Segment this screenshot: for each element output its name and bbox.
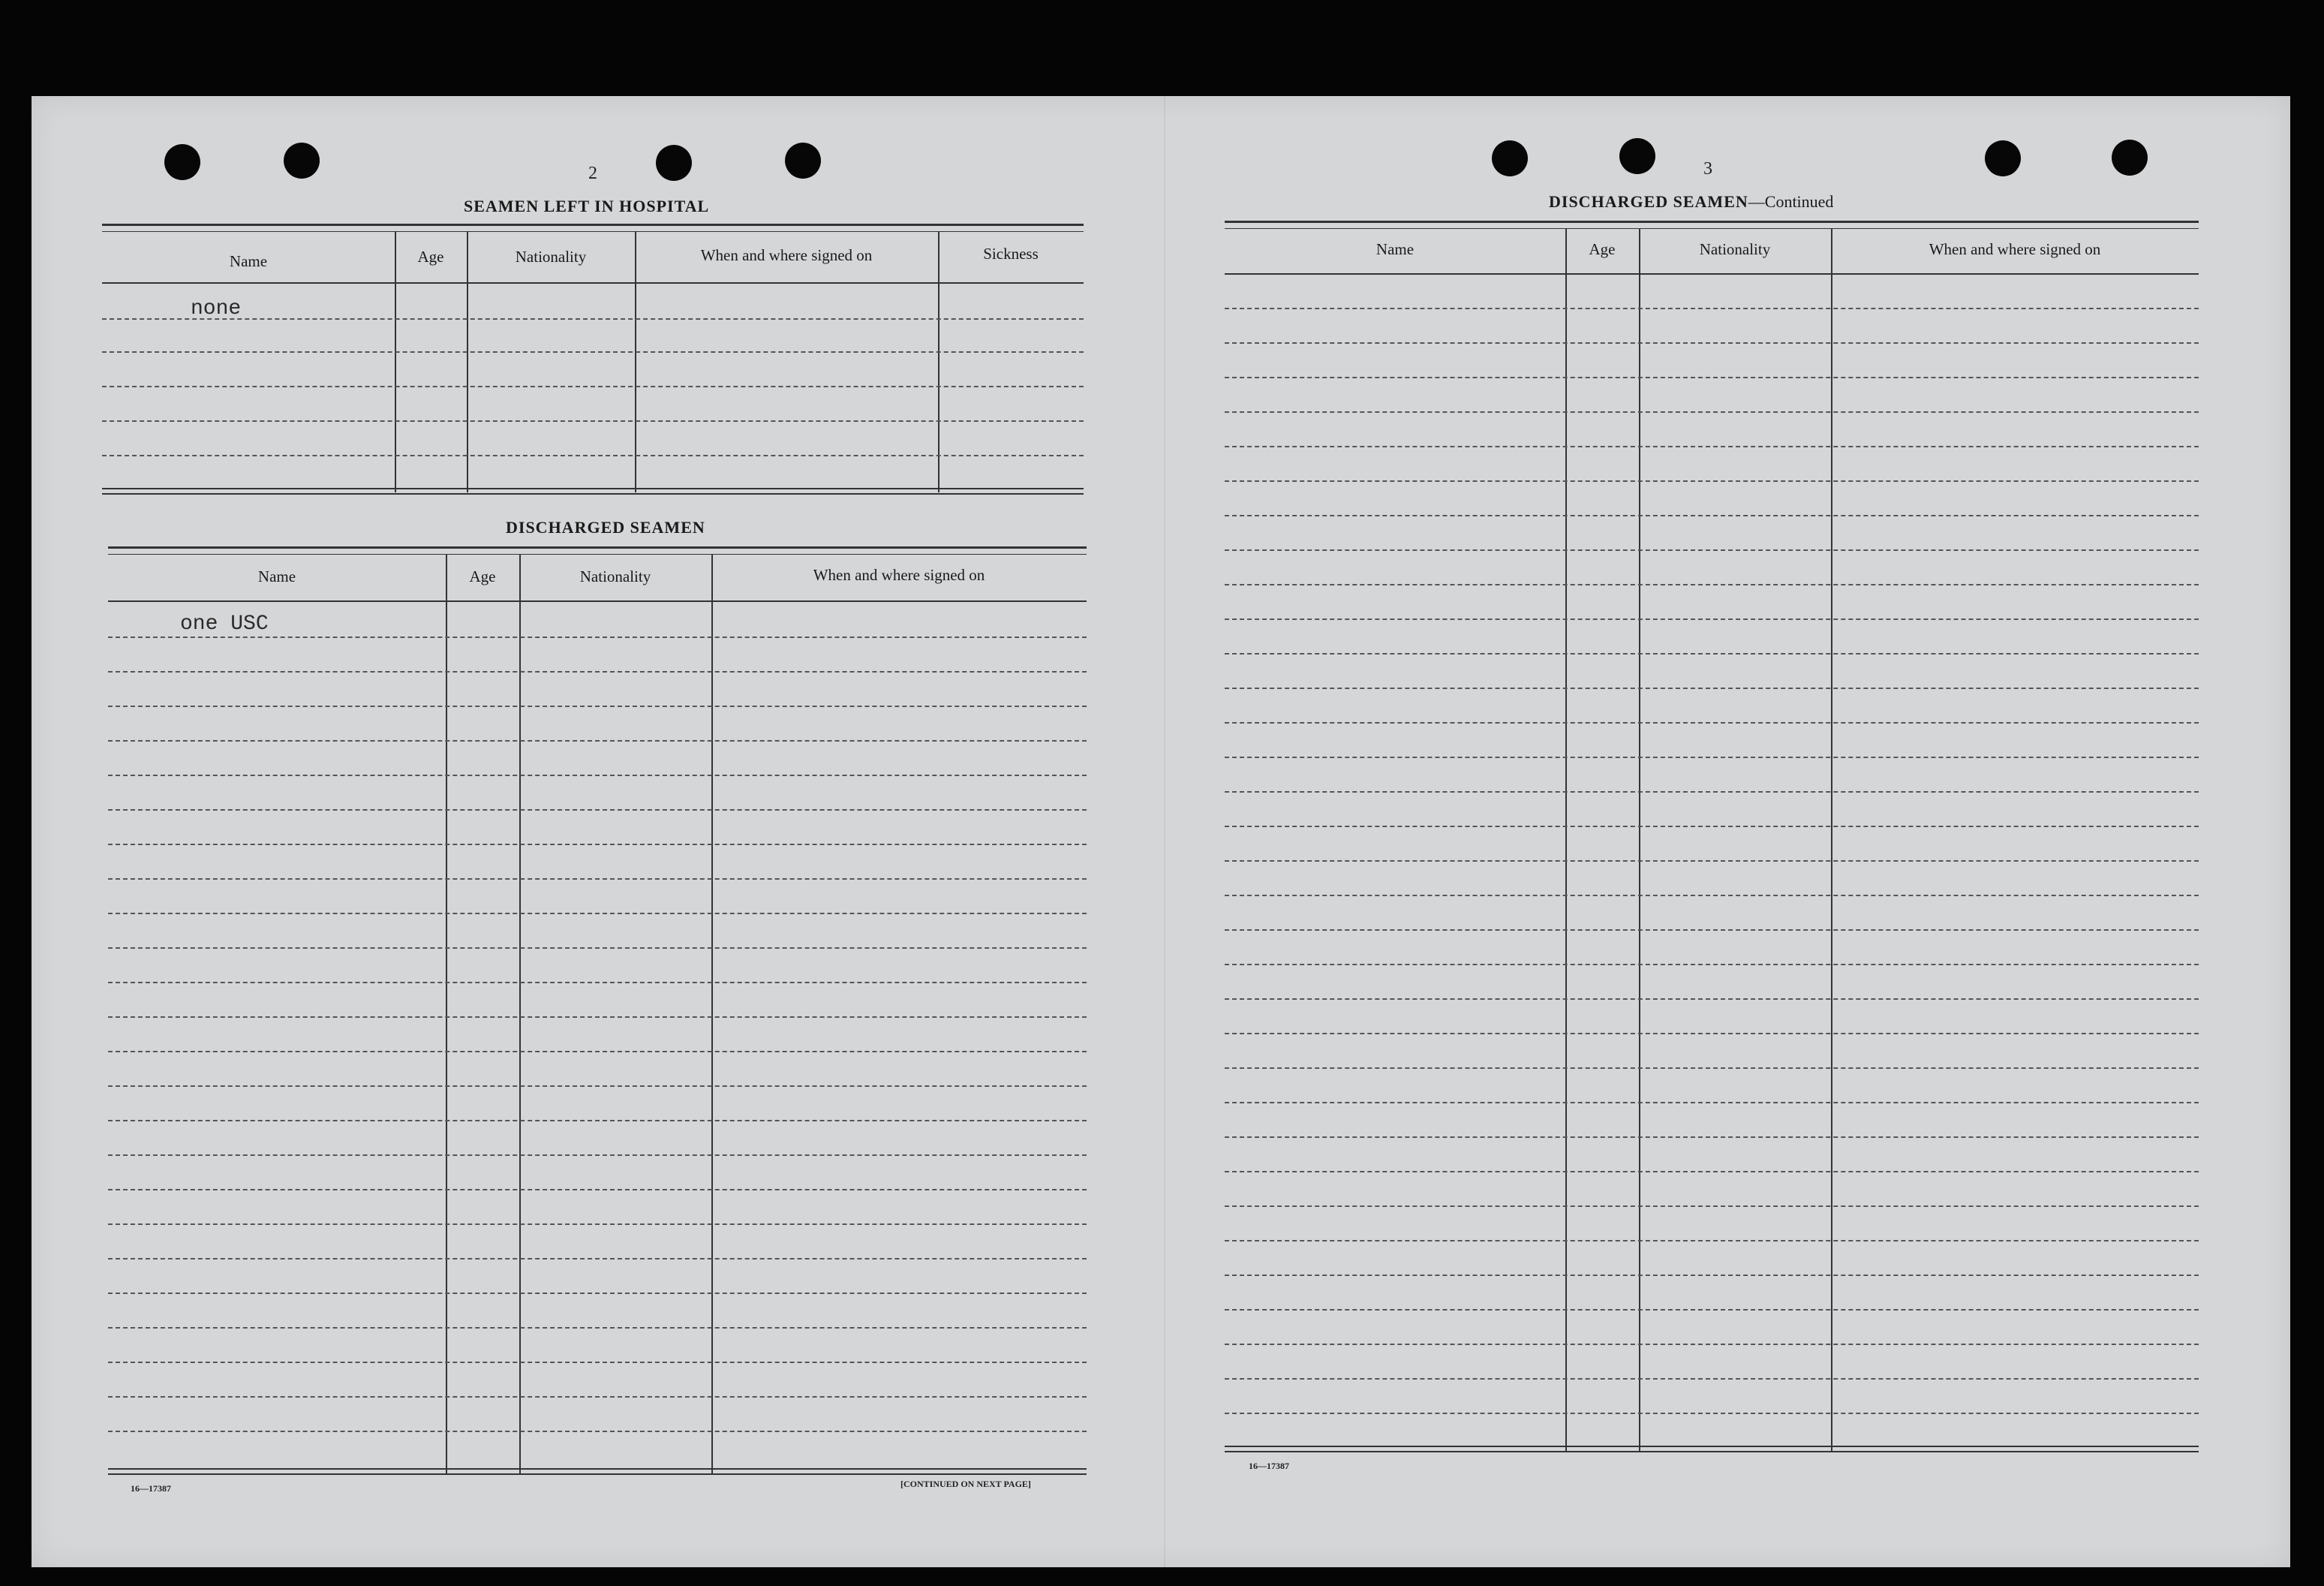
punch-hole xyxy=(2112,140,2148,176)
column-header-age: Age xyxy=(1589,240,1616,258)
column-header-age: Age xyxy=(469,567,496,585)
column-header-nationality: Nationality xyxy=(515,248,587,266)
column-header-name: Name xyxy=(257,567,296,585)
punch-hole xyxy=(1619,138,1655,174)
form-number: 16—17387 xyxy=(1249,1461,1289,1471)
discharged-section-title: DISCHARGED SEAMEN xyxy=(506,518,705,537)
hospital-table xyxy=(102,224,1084,492)
column-header-signed-on: When and where signed on xyxy=(813,566,985,584)
column-header-signed-on: When and where signed on xyxy=(1929,240,2101,258)
column-header-nationality: Nationality xyxy=(1699,240,1771,258)
form-number: 16—17387 xyxy=(131,1483,171,1494)
column-header-nationality: Nationality xyxy=(579,567,651,585)
column-header-name: Name xyxy=(1375,240,1415,258)
column-header-sickness: Sickness xyxy=(983,245,1039,263)
page-number: 2 xyxy=(588,164,597,183)
column-header-name: Name xyxy=(229,252,268,270)
column-header-signed-on: When and where signed on xyxy=(700,246,873,264)
discharged-continued-title-text: DISCHARGED SEAMEN xyxy=(1549,192,1748,211)
discharged-entry: one USC xyxy=(180,612,269,636)
discharged-continued-table xyxy=(1225,221,2199,1452)
hospital-entry: none xyxy=(191,297,242,321)
continued-note: [CONTINUED ON NEXT PAGE] xyxy=(900,1479,1031,1489)
column-header-age: Age xyxy=(417,248,444,266)
hospital-section-title: SEAMEN LEFT IN HOSPITAL xyxy=(464,197,710,215)
punch-hole xyxy=(785,143,821,179)
punch-hole xyxy=(164,144,200,180)
punch-hole xyxy=(1985,140,2021,176)
discharged-continued-suffix: —Continued xyxy=(1748,192,1834,211)
punch-hole xyxy=(284,143,320,179)
punch-hole xyxy=(656,145,692,181)
discharged-continued-title xyxy=(1549,192,1833,212)
discharged-table xyxy=(108,546,1087,1474)
page-number: 3 xyxy=(1703,159,1712,179)
center-fold xyxy=(1164,96,1165,1567)
punch-hole xyxy=(1492,140,1528,176)
